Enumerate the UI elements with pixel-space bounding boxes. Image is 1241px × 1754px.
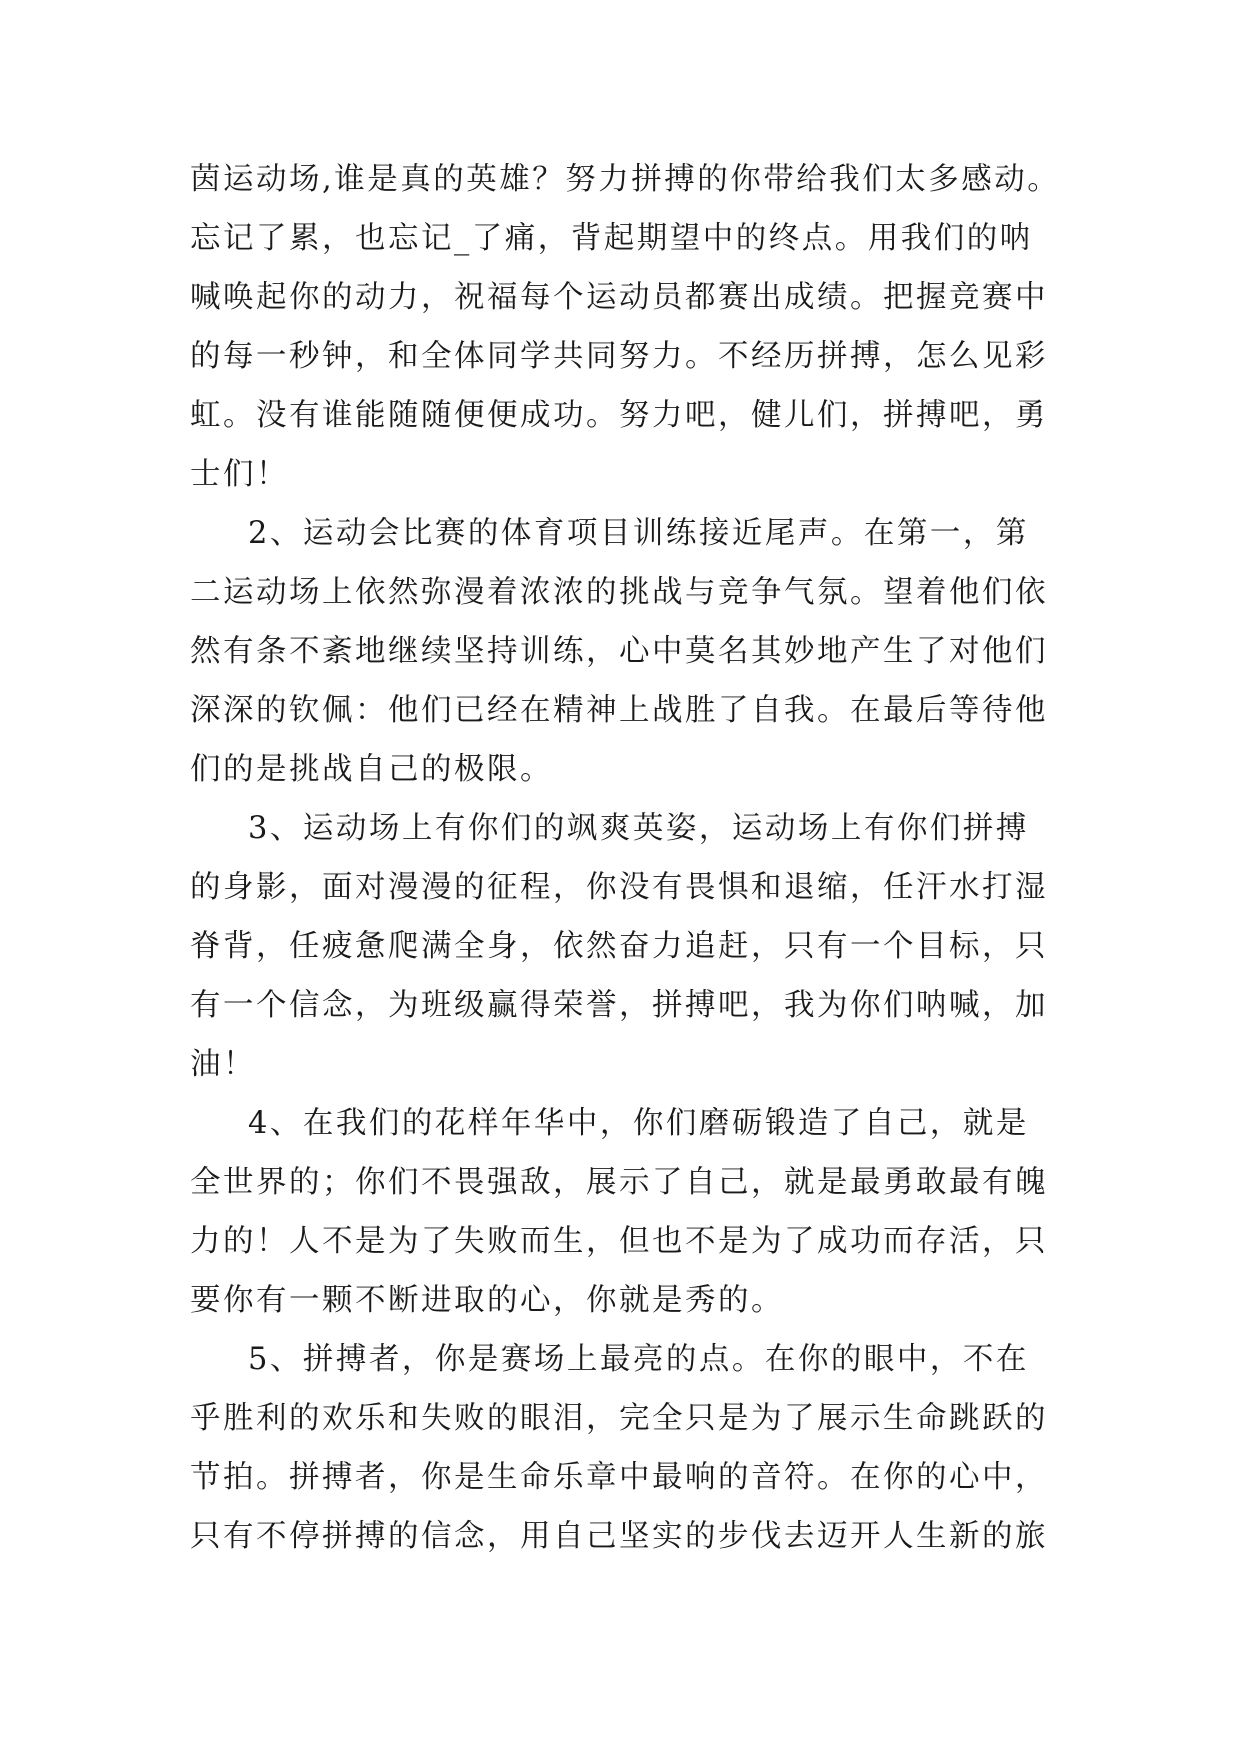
text-line: 只有不停拼搏的信念，用自己坚实的步伐去迈开人生新的旅 (190, 1519, 1048, 1554)
text-line: 节拍。拼搏者，你是生命乐章中最响的音符。在你的心中， (190, 1460, 1048, 1495)
text-line: 忘记了累，也忘记_了痛，背起期望中的终点。用我们的呐 (190, 221, 1033, 256)
text-line: 有一个信念，为班级赢得荣誉，拼搏吧，我为你们呐喊，加 (190, 988, 1048, 1023)
text-line: 油！ (190, 1047, 256, 1082)
paragraph-start-line: 2、运动会比赛的体育项目训练接近尾声。在第一，第 (248, 516, 1029, 551)
text-line: 脊背，任疲惫爬满全身，依然奋力追赶，只有一个目标，只 (190, 929, 1048, 964)
paragraph-start-line: 3、运动场上有你们的飒爽英姿，运动场上有你们拼搏 (248, 811, 1029, 846)
document-body (190, 150, 1090, 1566)
text-line: 要你有一颗不断进取的心，你就是秀的。 (190, 1283, 784, 1318)
text-line: 然有条不紊地继续坚持训练，心中莫名其妙地产生了对他们 (190, 634, 1048, 669)
text-line: 喊唤起你的动力，祝福每个运动员都赛出成绩。把握竞赛中 (190, 280, 1048, 315)
text-line: 深深的钦佩：他们已经在精神上战胜了自我。在最后等待他 (190, 693, 1048, 728)
paragraph-start-line: 5、拼搏者，你是赛场上最亮的点。在你的眼中，不在 (248, 1342, 1029, 1377)
paragraph-start-line: 4、在我们的花样年华中，你们磨砺锻造了自己，就是 (248, 1106, 1029, 1141)
text-line: 茵运动场,谁是真的英雄？努力拼搏的你带给我们太多感动。 (190, 162, 1061, 197)
text-line: 乎胜利的欢乐和失败的眼泪，完全只是为了展示生命跳跃的 (190, 1401, 1048, 1436)
text-line: 士们！ (190, 457, 289, 492)
text-line: 的身影，面对漫漫的征程，你没有畏惧和退缩，任汗水打湿 (190, 870, 1048, 905)
text-line: 全世界的；你们不畏强敌，展示了自己，就是最勇敢最有魄 (190, 1165, 1048, 1200)
text-line: 二运动场上依然弥漫着浓浓的挑战与竞争气氛。望着他们依 (190, 575, 1048, 610)
text-line: 虹。没有谁能随随便便成功。努力吧，健儿们，拼搏吧，勇 (190, 398, 1048, 433)
text-line: 们的是挑战自己的极限。 (190, 752, 553, 787)
text-line: 的每一秒钟，和全体同学共同努力。不经历拼搏，怎么见彩 (190, 339, 1048, 374)
text-line: 力的！人不是为了失败而生，但也不是为了成功而存活，只 (190, 1224, 1048, 1259)
